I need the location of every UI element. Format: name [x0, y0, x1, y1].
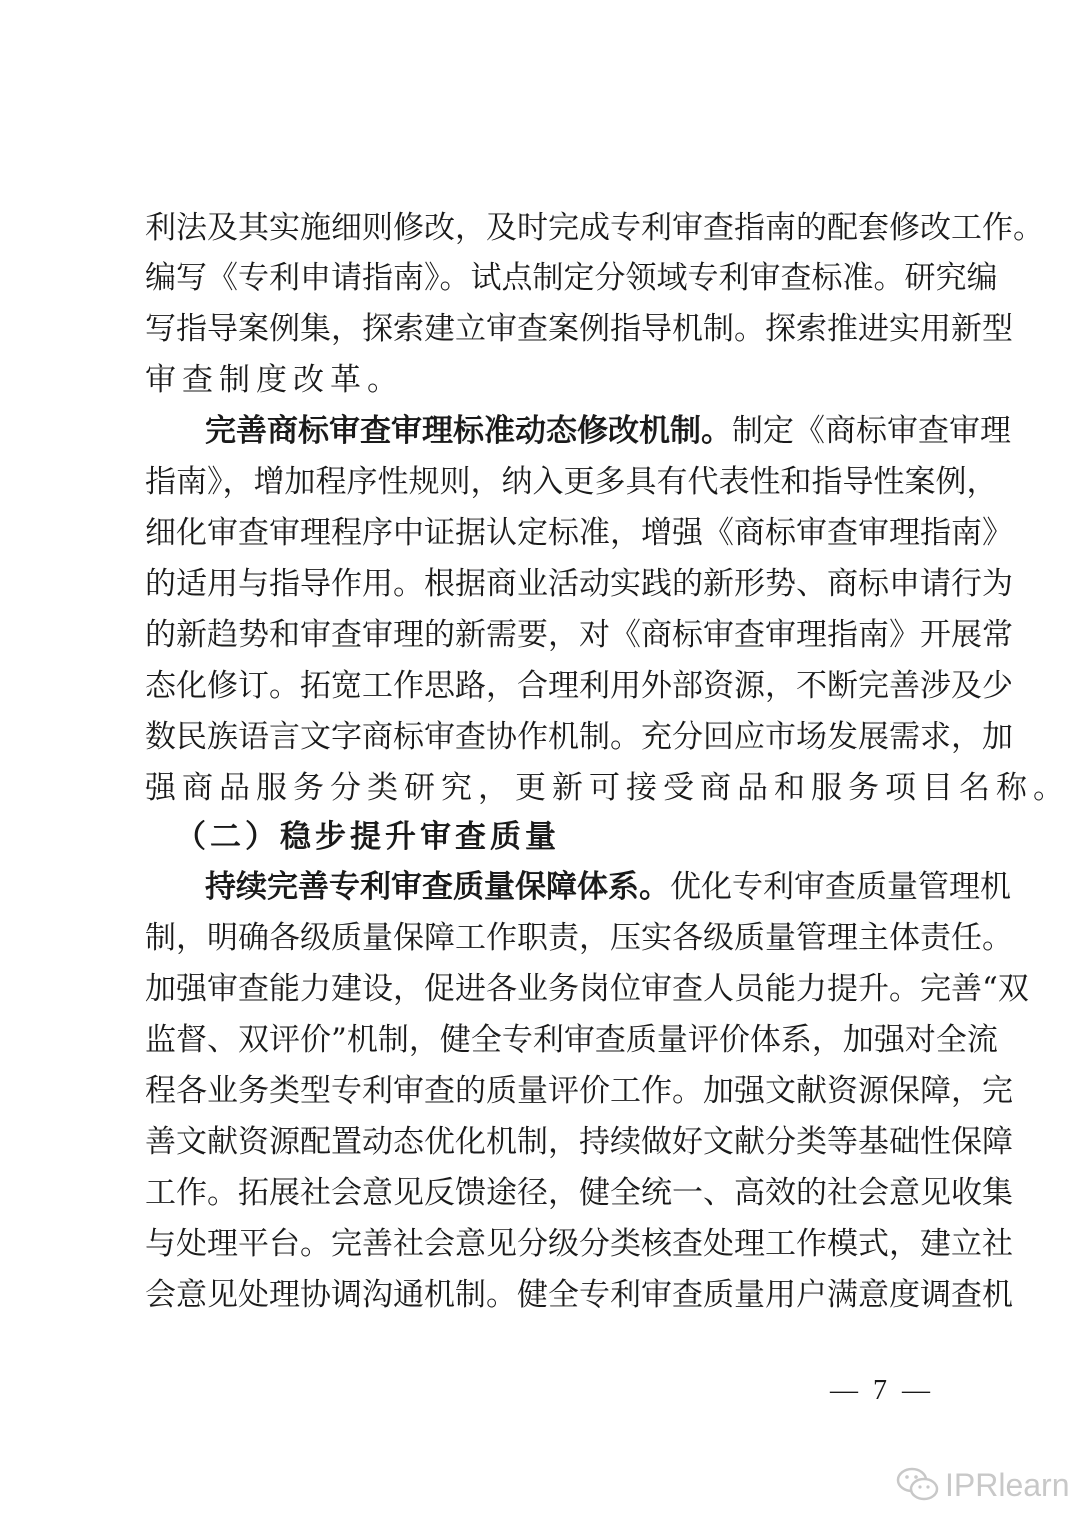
- page-number: — 7 —: [830, 1375, 934, 1406]
- text-line: [145, 562, 1013, 606]
- line-text: 制，明确各级质量保障工作职责，压实各级质量管理主体责任。: [145, 920, 1013, 956]
- text-line: [145, 256, 998, 300]
- text-line: [145, 1069, 1013, 1113]
- line-text: 的新趋势和审查审理的新需要，对《商标审查审理指南》开展常: [145, 617, 1013, 653]
- text-line: [145, 460, 998, 504]
- line-text: 写指导案例集，探索建立审查案例指导机制。探索推进实用新型: [145, 311, 1013, 347]
- text-line: [145, 613, 1013, 657]
- text-line: [205, 865, 1011, 909]
- text-line: [145, 1222, 1013, 1266]
- watermark-text: IPRlearn: [945, 1466, 1070, 1503]
- line-text: 程各业务类型专利审查的质量评价工作。加强文献资源保障，完: [145, 1073, 1013, 1109]
- watermark: [895, 1465, 1070, 1505]
- wechat-icon: [895, 1465, 941, 1505]
- text-line: [145, 967, 1029, 1011]
- line-text: 的适用与指导作用。根据商业活动实践的新形势、商标申请行为: [145, 566, 1013, 602]
- line-text: 细化审查审理程序中证据认定标准，增强《商标审查审理指南》: [145, 515, 1013, 551]
- text-line: [205, 409, 1011, 453]
- text-line: [145, 1273, 1013, 1317]
- text-line: [145, 1171, 1013, 1215]
- paragraph-lead: 完善商标审查审理标准动态修改机制。: [205, 413, 732, 449]
- line-text: 工作。拓展社会意见反馈途径，健全统一、高效的社会意见收集: [145, 1175, 1013, 1211]
- text-line: [145, 1018, 998, 1062]
- line-text: 审查制度改革。: [145, 362, 404, 398]
- text-line: [145, 511, 1013, 555]
- line-text: 善文献资源配置动态优化机制，持续做好文献分类等基础性保障: [145, 1124, 1013, 1160]
- line-text: 指南》，增加程序性规则，纳入更多具有代表性和指导性案例，: [145, 464, 998, 500]
- text-line: [145, 664, 1013, 708]
- line-text: 监督、双评价”机制，健全专利审查质量评价体系，加强对全流: [145, 1022, 998, 1058]
- text-line: [145, 766, 1070, 810]
- line-text: 制定《商标审查审理: [732, 413, 1011, 449]
- line-text: 加强审查能力建设，促进各业务岗位审查人员能力提升。完善“双: [145, 971, 1029, 1007]
- text-line: [145, 307, 1013, 351]
- line-text: 强商品服务分类研究，更新可接受商品和服务项目名称。: [145, 770, 1070, 806]
- text-line: [145, 206, 1044, 250]
- line-text: 编写《专利申请指南》。试点制定分领域专利审查标准。研究编: [145, 260, 998, 296]
- text-line: [145, 916, 1013, 960]
- text-line: [145, 715, 1013, 759]
- section-heading: [175, 815, 975, 859]
- text-line: [145, 1120, 1013, 1164]
- line-text: 数民族语言文字商标审查协作机制。充分回应市场发展需求，加: [145, 719, 1013, 755]
- line-text: 态化修订。拓宽工作思路，合理利用外部资源，不断完善涉及少: [145, 668, 1013, 704]
- paragraph-lead: 持续完善专利审查质量保障体系。: [205, 869, 670, 905]
- text-line: [145, 358, 945, 402]
- line-text: 优化专利审查质量管理机: [670, 869, 1011, 905]
- line-text: （二）稳步提升审查质量: [175, 819, 560, 855]
- line-text: 与处理平台。完善社会意见分级分类核查处理工作模式，建立社: [145, 1226, 1013, 1262]
- line-text: 会意见处理协调沟通机制。健全专利审查质量用户满意度调查机: [145, 1277, 1013, 1313]
- line-text: 利法及其实施细则修改，及时完成专利审查指南的配套修改工作。: [145, 210, 1044, 246]
